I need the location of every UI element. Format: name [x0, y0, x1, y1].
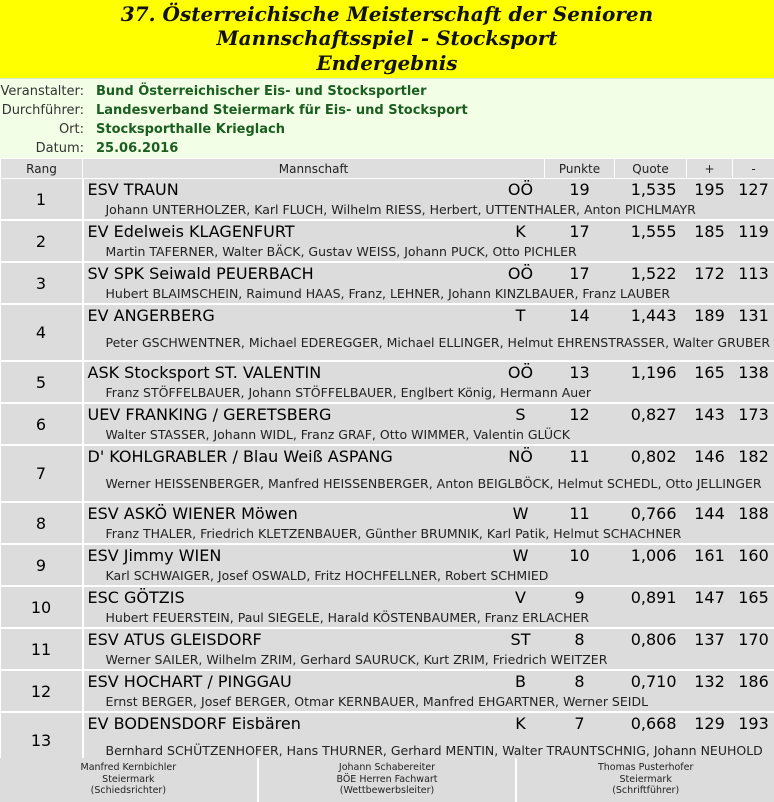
column-header-plus: +: [687, 159, 733, 179]
players-row: [1, 242, 774, 261]
points-cell: 7: [545, 713, 615, 734]
plus-cell: 143: [687, 404, 733, 425]
players-row: [1, 524, 774, 543]
minus-cell: 119: [733, 221, 774, 242]
state-code: OÖ: [497, 179, 545, 201]
quote-cell: 0,802: [615, 446, 687, 467]
players-list: Bernhard SCHÜTZENHOFER, Hans THURNER, Gerhard MENTIN, Walter TRAUNTSCHNIG, Johann NEUHOLD: [83, 734, 774, 768]
minus-cell: 160: [733, 545, 774, 566]
rank-cell: 11: [1, 629, 83, 669]
players-list: Johann UNTERHOLZER, Karl FLUCH, Wilhelm RIESS, Herbert, UTTENTHALER, Anton PICHLMAYR: [83, 200, 774, 219]
players-list: Werner HEISSENBERGER, Manfred HEISSENBERGER, Anton BEIGLBÖCK, Helmut SCHEDL, Otto JELLINGER: [83, 467, 774, 501]
quote-cell: 0,668: [615, 713, 687, 734]
players-list: Franz THALER, Friedrich KLETZENBAUER, Günther BRUMNIK, Karl Patik, Helmut SCHACHNER: [83, 524, 774, 543]
info-row-location: [0, 120, 774, 139]
points-cell: 9: [545, 587, 615, 608]
title-line-2: Mannschaftsspiel - Stocksport: [216, 26, 558, 50]
title-line-3: Endergebnis: [316, 51, 458, 75]
points-cell: 17: [545, 263, 615, 284]
state-code: T: [497, 305, 545, 326]
team-name: ESV Jimmy WIEN: [83, 545, 497, 566]
team-name: UEV FRANKING / GERETSBERG: [83, 404, 497, 425]
minus-cell: 165: [733, 587, 774, 608]
info-label: Durchführer:: [1, 103, 84, 118]
plus-cell: 172: [687, 263, 733, 284]
official-role: (Schriftführer): [612, 785, 680, 796]
team-row: [1, 404, 774, 425]
state-code: K: [497, 221, 545, 242]
points-cell: 13: [545, 362, 615, 383]
players-list: Franz STÖFFELBAUER, Johann STÖFFELBAUER, Englbert König, Hermann Auer: [83, 383, 774, 402]
team-row: [1, 263, 774, 284]
plus-cell: 189: [687, 305, 733, 326]
column-header-rank: Rang: [1, 159, 83, 179]
rank-cell: 12: [1, 671, 83, 711]
rank-cell: 3: [1, 263, 83, 303]
team-name: ESV TRAUN: [83, 179, 497, 201]
title-line-1: 37. Österreichische Meisterschaft der Senioren: [120, 2, 654, 26]
official-org: Steiermark: [619, 773, 672, 785]
players-list: Ernst BERGER, Josef BERGER, Otmar KERNBAUER, Manfred EHGARTNER, Werner SEIDL: [83, 692, 774, 711]
minus-cell: 131: [733, 305, 774, 326]
info-row-date: [0, 139, 774, 158]
state-code: S: [497, 404, 545, 425]
players-list: Werner SAILER, Wilhelm ZRIM, Gerhard SAURUCK, Kurt ZRIM, Friedrich WEITZER: [83, 650, 774, 669]
official-role: (Wettbewerbsleiter): [339, 785, 435, 796]
team-name: EV BODENSDORF Eisbären: [83, 713, 497, 734]
official-org: BÖE Herren Fachwart: [336, 773, 438, 785]
players-list: Hubert BLAIMSCHEIN, Raimund HAAS, Franz, LEHNER, Johann KINZLBAUER, Franz LAUBER: [83, 284, 774, 303]
players-row: [1, 284, 774, 303]
team-name: ESV HOCHART / PINGGAU: [83, 671, 497, 692]
team-name: EV Edelweis KLAGENFURT: [83, 221, 497, 242]
team-row: [1, 179, 774, 201]
state-code: K: [497, 713, 545, 734]
official-name: Thomas Pusterhofer: [597, 762, 694, 773]
points-cell: 17: [545, 221, 615, 242]
plus-cell: 185: [687, 221, 733, 242]
players-row: [1, 200, 774, 219]
minus-cell: 127: [733, 179, 774, 201]
rank-cell: 10: [1, 587, 83, 627]
players-list: Peter GSCHWENTNER, Michael EDEREGGER, Michael ELLINGER, Helmut EHRENSTRASSER, Walter GRUBER: [83, 326, 774, 360]
plus-cell: 195: [687, 179, 733, 201]
players-row: [1, 608, 774, 627]
minus-cell: 182: [733, 446, 774, 467]
title-banner: [0, 0, 774, 78]
state-code: B: [497, 671, 545, 692]
points-cell: 19: [545, 179, 615, 201]
info-row-organizer: [0, 82, 774, 101]
info-value: Landesverband Steiermark für Eis- und Stocksport: [96, 103, 468, 118]
players-row: [1, 692, 774, 711]
team-row: [1, 671, 774, 692]
plus-cell: 161: [687, 545, 733, 566]
state-code: ST: [497, 629, 545, 650]
team-row: [1, 545, 774, 566]
official-name: Johann Schabereiter: [338, 762, 436, 773]
column-header-quote: Quote: [615, 159, 687, 179]
points-cell: 11: [545, 446, 615, 467]
team-name: EV ANGERBERG: [83, 305, 497, 326]
team-name: ESV ATUS GLEISDORF: [83, 629, 497, 650]
points-cell: 14: [545, 305, 615, 326]
players-list: Karl SCHWAIGER, Josef OSWALD, Fritz HOCHFELLNER, Robert SCHMIED: [83, 566, 774, 585]
quote-cell: 0,806: [615, 629, 687, 650]
info-label: Datum:: [35, 141, 84, 156]
column-header-points: Punkte: [545, 159, 615, 179]
rank-cell: 8: [1, 503, 83, 543]
players-row: [1, 566, 774, 585]
team-row: [1, 221, 774, 242]
official-referee: [0, 758, 259, 802]
quote-cell: 1,555: [615, 221, 687, 242]
state-code: V: [497, 587, 545, 608]
players-row: [1, 326, 774, 360]
team-row: [1, 587, 774, 608]
rank-cell: 6: [1, 404, 83, 444]
team-row: [1, 362, 774, 383]
results-body: [1, 179, 774, 771]
info-value: 25.06.2016: [96, 141, 179, 156]
plus-cell: 137: [687, 629, 733, 650]
team-name: ESV ASKÖ WIENER Möwen: [83, 503, 497, 524]
team-name: ASK Stocksport ST. VALENTIN: [83, 362, 497, 383]
official-org: Steiermark: [102, 773, 155, 785]
minus-cell: 170: [733, 629, 774, 650]
state-code: NÖ: [497, 446, 545, 467]
team-row: [1, 629, 774, 650]
points-cell: 11: [545, 503, 615, 524]
rank-cell: 13: [1, 713, 83, 768]
rank-cell: 1: [1, 179, 83, 220]
official-recorder: [517, 758, 774, 802]
points-cell: 8: [545, 629, 615, 650]
players-list: Hubert FEUERSTEIN, Paul SIEGELE, Harald KÖSTENBAUMER, Franz ERLACHER: [83, 608, 774, 627]
points-cell: 12: [545, 404, 615, 425]
quote-cell: 1,443: [615, 305, 687, 326]
info-row-executor: [0, 101, 774, 120]
team-row: [1, 503, 774, 524]
players-row: [1, 650, 774, 669]
rank-cell: 2: [1, 221, 83, 261]
officials-footer: [0, 758, 774, 802]
column-header-minus: -: [733, 159, 774, 179]
players-row: [1, 383, 774, 402]
points-cell: 8: [545, 671, 615, 692]
team-name: SV SPK Seiwald PEUERBACH: [83, 263, 497, 284]
minus-cell: 138: [733, 362, 774, 383]
minus-cell: 173: [733, 404, 774, 425]
event-info: [0, 78, 774, 158]
state-code: W: [497, 545, 545, 566]
team-name: ESC GÖTZIS: [83, 587, 497, 608]
official-role: (Schiedsrichter): [90, 785, 167, 796]
team-name: D' KOHLGRABLER / Blau Weiß ASPANG: [83, 446, 497, 467]
quote-cell: 0,827: [615, 404, 687, 425]
rank-cell: 4: [1, 305, 83, 360]
players-row: [1, 425, 774, 444]
players-list: Walter STASSER, Johann WIDL, Franz GRAF, Otto WIMMER, Valentin GLÜCK: [83, 425, 774, 444]
team-row: [1, 305, 774, 326]
plus-cell: 165: [687, 362, 733, 383]
table-header: [1, 159, 774, 179]
players-row: [1, 467, 774, 501]
quote-cell: 1,196: [615, 362, 687, 383]
plus-cell: 132: [687, 671, 733, 692]
quote-cell: 1,006: [615, 545, 687, 566]
state-code: OÖ: [497, 362, 545, 383]
info-value: Bund Österreichischer Eis- und Stocksportler: [96, 84, 427, 99]
players-list: Martin TAFERNER, Walter BÄCK, Gustav WEISS, Johann PUCK, Otto PICHLER: [83, 242, 774, 261]
state-code: W: [497, 503, 545, 524]
quote-cell: 0,710: [615, 671, 687, 692]
state-code: OÖ: [497, 263, 545, 284]
plus-cell: 129: [687, 713, 733, 734]
minus-cell: 113: [733, 263, 774, 284]
info-label: Veranstalter:: [0, 84, 84, 99]
plus-cell: 147: [687, 587, 733, 608]
team-row: [1, 446, 774, 467]
minus-cell: 193: [733, 713, 774, 734]
quote-cell: 1,522: [615, 263, 687, 284]
minus-cell: 186: [733, 671, 774, 692]
quote-cell: 0,766: [615, 503, 687, 524]
rank-cell: 9: [1, 545, 83, 585]
quote-cell: 1,535: [615, 179, 687, 201]
plus-cell: 146: [687, 446, 733, 467]
results-table: [0, 158, 774, 770]
minus-cell: 188: [733, 503, 774, 524]
plus-cell: 144: [687, 503, 733, 524]
info-value: Stocksporthalle Krieglach: [96, 122, 285, 137]
column-header-team: Mannschaft: [83, 159, 545, 179]
points-cell: 10: [545, 545, 615, 566]
rank-cell: 7: [1, 446, 83, 501]
info-label: Ort:: [58, 122, 84, 137]
quote-cell: 0,891: [615, 587, 687, 608]
rank-cell: 5: [1, 362, 83, 402]
official-competition-leader: [259, 758, 518, 802]
team-row: [1, 713, 774, 734]
official-name: Manfred Kernbichler: [80, 762, 177, 773]
